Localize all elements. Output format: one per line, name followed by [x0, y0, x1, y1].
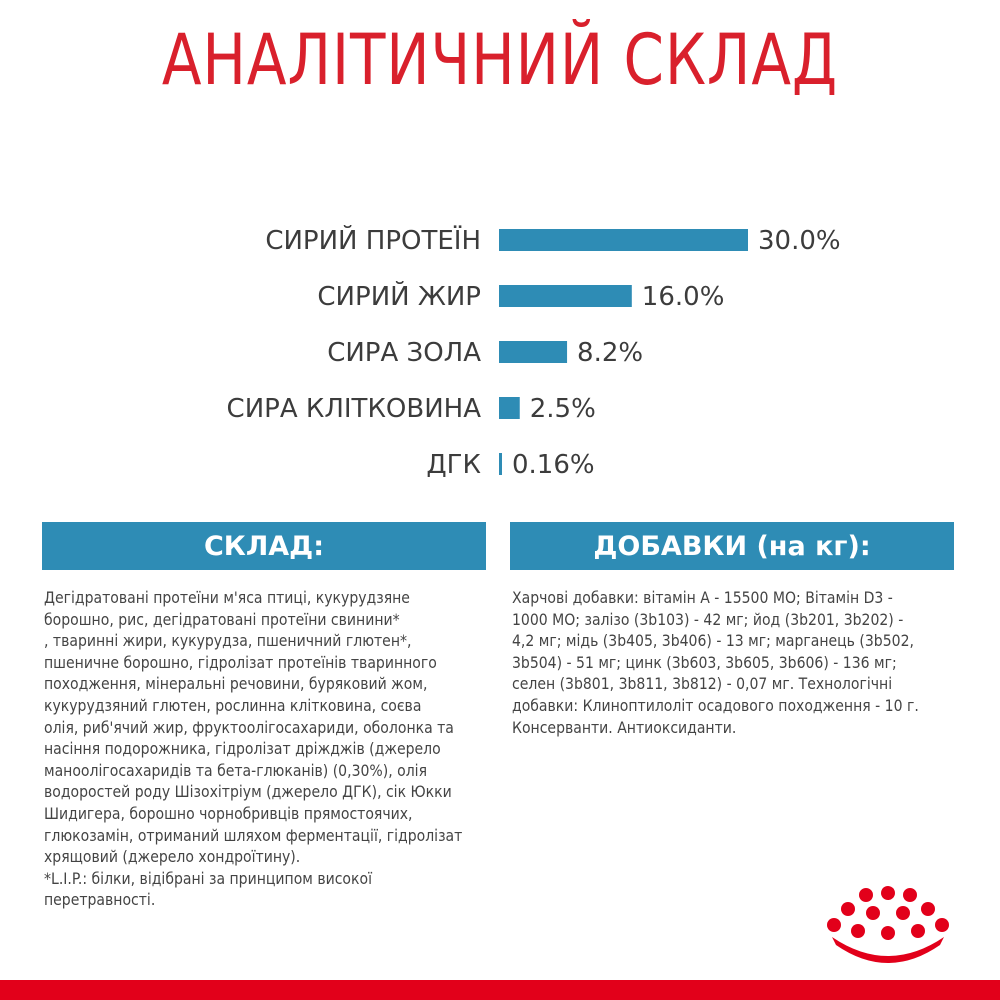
- bar: [499, 229, 748, 251]
- royal-canin-crown-icon: [818, 885, 958, 965]
- bar-label: СИРА ЗОЛА: [327, 338, 481, 368]
- bar: [499, 341, 567, 363]
- bar-label: СИРА КЛІТКОВИНА: [226, 394, 481, 424]
- composition-text: Дегідратовані протеїни м'яса птиці, кукурудзяне борошно, рис, дегідратовані протеїни свинини* , тваринні жири, кукурудза, пшеничний глютен*, пшеничне борошно, гідролізат протеїнів тваринного походження, мінеральні речовини, буряковий жом, кукурудзяний глютен, рослинна клітковина, соєва олія, риб'ячий жир, фруктоолігосахариди, оболонка та насіння подорожника, гідролізат дріжджів (джерело маноолігосахаридів та бета-глюканів) (0,30%), олія водоростей роду Шізохітріум (джерело ДГК), сік Юкки Шидигера, борошно чорнобривців прямостоячих, глюкозамін, отриманий шляхом ферментації, гідролізат хрящовий (джерело хондроїтину). *L.I.P.: білки, відібрані за принципом високої перетравності.: [44, 589, 463, 910]
- bar-value-label: 8.2%: [577, 338, 644, 368]
- bar: [499, 285, 632, 307]
- footer-bar: [0, 980, 1000, 1000]
- bar-value-label: 0.16%: [512, 450, 595, 480]
- bar: [499, 397, 520, 419]
- bar: [499, 453, 502, 475]
- additives-text: Харчові добавки: вітамін A - 15500 МО; Вітамін D3 - 1000 МО; залізо (3b103) - 42 мг; йод (3b201, 3b202) - 4,2 мг; мідь (3b405, 3b406) - 13 мг; марганець (3b502, 3b504) - 51 мг; цинк (3b603, 3b605, 3b606) - 136 мг; селен (3b801, 3b811, 3b812) - 0,07 мг. Технологічні добавки: Клиноптилоліт осадового походження - 10 г. Консерванти. Антиоксиданти.: [512, 589, 919, 737]
- bar-label: СИРИЙ ПРОТЕЇН: [265, 226, 481, 256]
- bar-label: ДГК: [426, 450, 481, 480]
- nutrient-bar-chart: [0, 200, 1000, 500]
- bar-value-label: 16.0%: [641, 282, 725, 312]
- bar-label: СИРИЙ ЖИР: [317, 282, 481, 312]
- additives-header: ДОБАВКИ (на кг):: [510, 522, 954, 570]
- composition-header: СКЛАД:: [42, 522, 486, 570]
- bar-value-label: 30.0%: [758, 226, 841, 256]
- page-title: АНАЛІТИЧНИЙ СКЛАД: [161, 19, 839, 101]
- bar-value-label: 2.5%: [529, 394, 596, 424]
